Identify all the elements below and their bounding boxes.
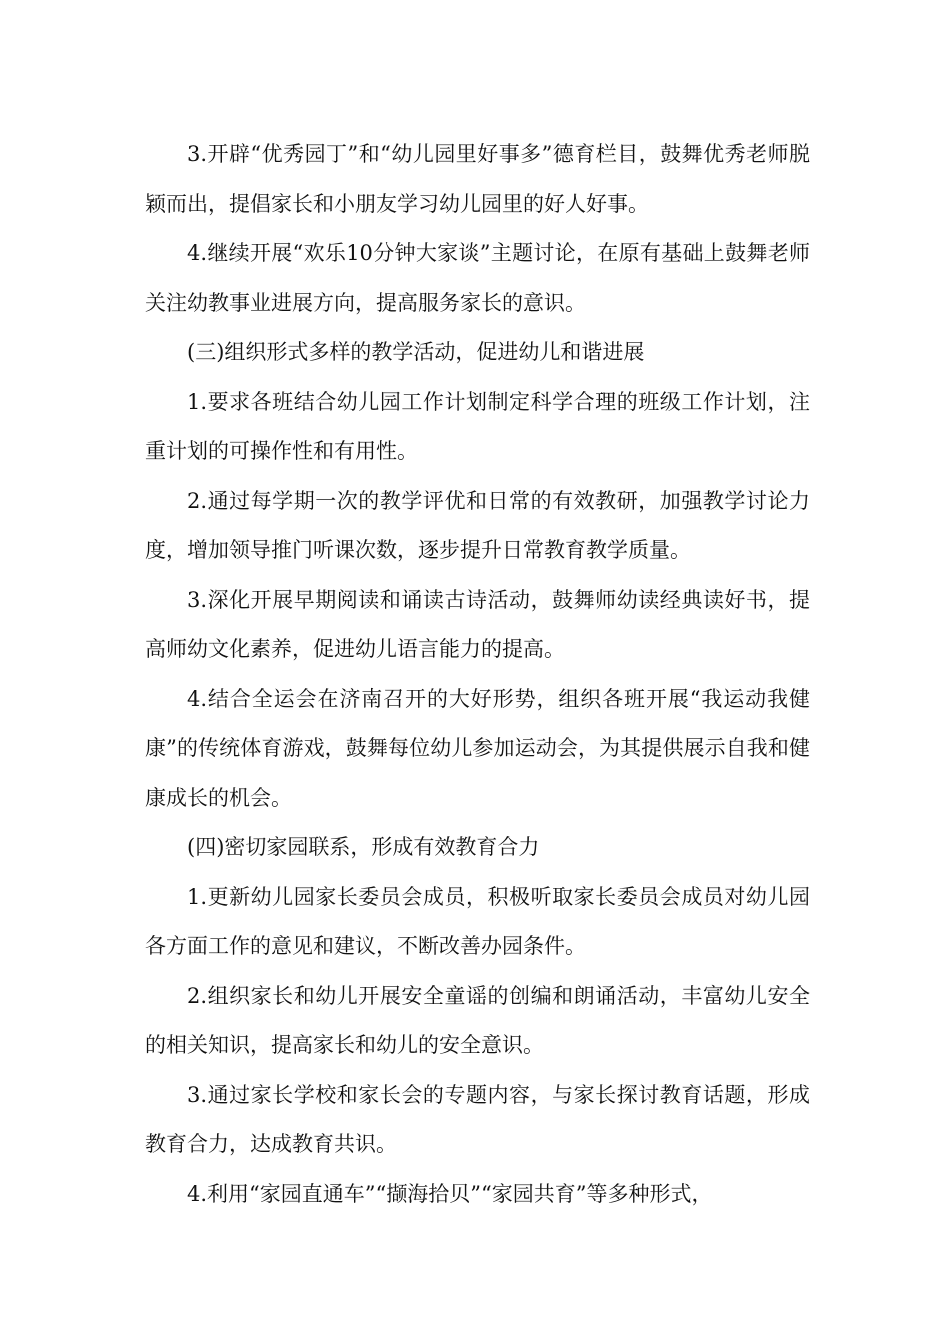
paragraph-teaching-research: 2.通过每学期一次的教学评优和日常的有效教研，加强教学讨论力度，增加领导推门听课次数，逐步提升日常教育教学质量。 <box>145 488 810 562</box>
paragraph-communication-forms: 4.利用“家园直通车”“撷海拾贝”“家园共育”等多种形式， <box>187 1181 713 1206</box>
paragraph-moral-column: 3.开辟“优秀园丁”和“幼儿园里好事多”德育栏目，鼓舞优秀老师脱颖而出，提倡家长和小朋友学习幼儿园里的好人好事。 <box>145 142 810 216</box>
section-heading-teaching-activities: (三)组织形式多样的教学活动，促进幼儿和谐进展 <box>187 340 645 364</box>
paragraph-topic-discussion: 4.继续开展“欢乐10分钟大家谈”主题讨论，在原有基础上鼓舞老师关注幼教事业进展方向，提高服务家长的意识。 <box>145 241 810 315</box>
paragraph-safety-rhymes: 2.组织家长和幼儿开展安全童谣的创编和朗诵活动，丰富幼儿安全的相关知识，提高家长和幼儿的安全意识。 <box>145 983 810 1057</box>
paragraph-parent-committee: 1.更新幼儿园家长委员会成员，积极听取家长委员会成员对幼儿园各方面工作的意见和建议，不断改善办园条件。 <box>145 884 810 958</box>
paragraph-parent-school: 3.通过家长学校和家长会的专题内容，与家长探讨教育话题，形成教育合力，达成教育共识。 <box>145 1082 810 1156</box>
paragraph-class-work-plan: 1.要求各班结合幼儿园工作计划制定科学合理的班级工作计划，注重计划的可操作性和有用性。 <box>145 389 810 463</box>
paragraph-sports-games: 4.结合全运会在济南召开的大好形势，组织各班开展“我运动我健康”的传统体育游戏，鼓舞每位幼儿参加运动会，为其提供展示自我和健康成长的机会。 <box>145 686 810 810</box>
document-body <box>145 130 810 1219</box>
paragraph-early-reading: 3.深化开展早期阅读和诵读古诗活动，鼓舞师幼读经典读好书，提高师幼文化素养，促进幼儿语言能力的提高。 <box>145 587 810 661</box>
section-heading-home-school: (四)密切家园联系，形成有效教育合力 <box>187 835 540 859</box>
